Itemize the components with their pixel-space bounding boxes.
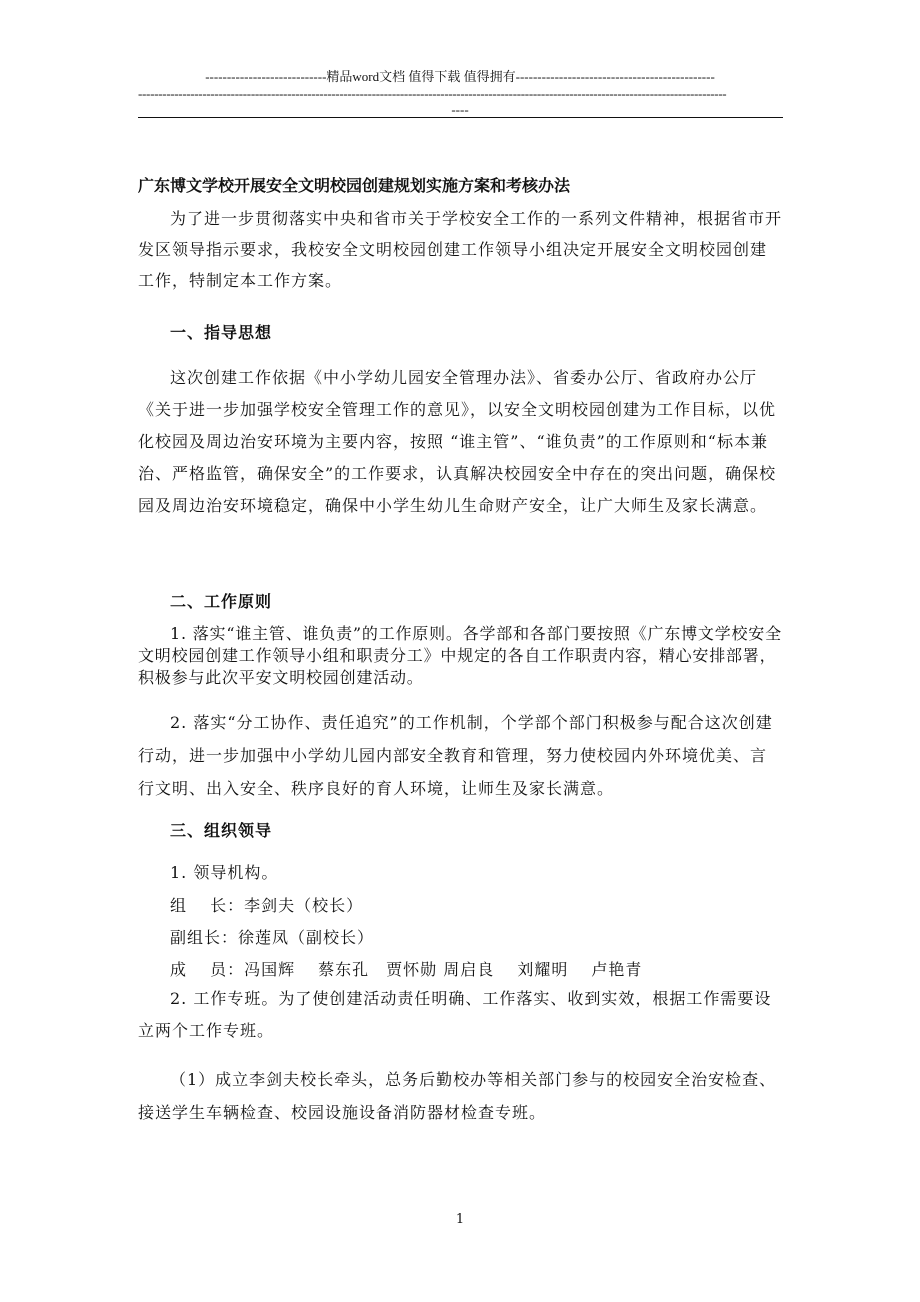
section-heading-guiding-ideology: 一、指导思想 bbox=[170, 323, 273, 342]
members-line: 成 员：冯国辉 蔡东孔 贾怀勋 周启良 刘耀明 卢艳青 bbox=[170, 960, 643, 979]
section-heading-organization: 三、组织领导 bbox=[170, 821, 273, 840]
header-banner: ----------------------------精品word文档 值得下载 值得拥有---------------------------------------------- bbox=[205, 69, 715, 84]
page-number: 1 bbox=[455, 1212, 465, 1227]
section-heading-work-principles: 二、工作原则 bbox=[170, 592, 273, 611]
leadership-body-label: 1. 领导机构。 bbox=[170, 863, 279, 882]
work-team-paragraph: 2. 工作专班。为了使创建活动责任明确、工作落实、收到实效，根据工作需要设立两个工作专班。 bbox=[138, 989, 772, 1040]
work-principle-item-2: 2. 落实“分工协作、责任追究”的工作机制，个学部个部门积极参与配合这次创建行动，进一步加强中小学幼儿园内部安全教育和管理，努力使校园内外环境优美、言行文明、出入安全、秩序良好的育人环境，让师生及家长满意。 bbox=[138, 713, 773, 798]
deputy-leader-line: 副组长：徐莲凤（副校长） bbox=[170, 928, 375, 947]
guiding-ideology-paragraph: 这次创建工作依据《中小学幼儿园安全管理办法》、省委办公厅、省政府办公厅《关于进一步加强学校安全管理工作的意见》，以安全文明校园创建为工作目标，以优化校园及周边治安环境为主要内容，按照 “谁主管”、“谁负责”的工作原则和“标本兼治、严格监管，确保安全”的工作要求，认真解决校园安全中存在的突出问题，确保校园及周边治安环境稳定，确保中小学生幼儿生命财产安全，让广大师生及家长满意。 bbox=[138, 368, 777, 515]
header-dash-line: -------------------------------------------------------------------------------------------------------------------------------------------------- bbox=[138, 86, 727, 101]
document-title: 广东博文学校开展安全文明校园创建规划实施方案和考核办法 bbox=[138, 176, 571, 195]
work-principle-item-1: 1. 落实“谁主管、谁负责”的工作原则。各学部和各部门要按照《广东博文学校安全文明校园创建工作领导小组和职责分工》中规定的各自工作职责内容，精心安排部署，积极参与此次平安文明校园创建活动。 bbox=[138, 624, 782, 687]
work-team-item-1: （1）成立李剑夫校长牵头，总务后勤校办等相关部门参与的校园安全治安检查、接送学生车辆检查、校园设施设备消防器材检查专班。 bbox=[138, 1070, 777, 1122]
intro-paragraph: 为了进一步贯彻落实中央和省市关于学校安全工作的一系列文件精神，根据省市开发区领导指示要求，我校安全文明校园创建工作领导小组决定开展安全文明校园创建工作，特制定本工作方案。 bbox=[138, 209, 783, 290]
header-rule bbox=[138, 117, 783, 118]
header-dash-tail: ---- bbox=[451, 102, 469, 117]
group-leader-line: 组 长：李剑夫（校长） bbox=[170, 896, 364, 915]
